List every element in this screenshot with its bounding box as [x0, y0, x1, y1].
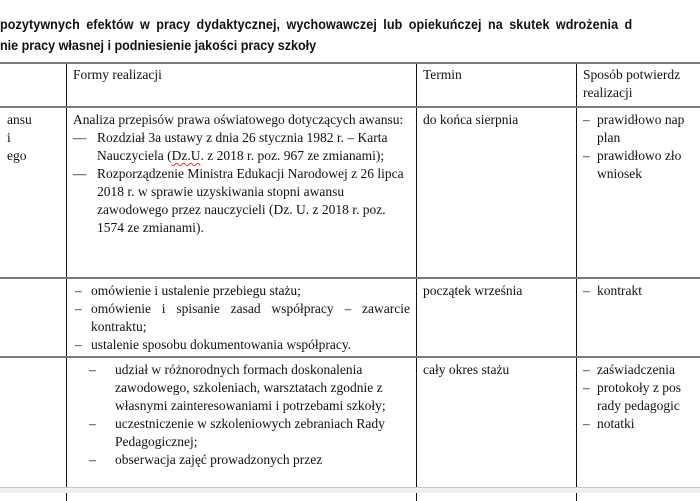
list-item: – prawidłowo nap plan	[583, 111, 700, 147]
heading-line-1: pozytywnych efektów w pracy dydaktycznej, wychowawczej lub opiekuńczej na skutek wdrożenia d	[0, 17, 632, 32]
heading-line-2: nie pracy własnej i podniesienie jakości pracy szkoły	[0, 35, 700, 56]
page-bottom-edge	[0, 487, 700, 493]
development-plan-table	[0, 62, 700, 501]
table-row	[0, 278, 700, 357]
list-item: – uczestniczenie w szkoleniowych zebraniach Rady Pedagogicznej;	[73, 415, 410, 451]
list-item: – obserwacja zajęć prowadzonych przez	[73, 451, 410, 469]
forms-cell	[67, 278, 417, 357]
table-header-row	[0, 63, 700, 107]
header-term: Termin	[417, 63, 577, 107]
list-item: – zaświadczenia	[583, 361, 700, 379]
task-text: ego	[0, 147, 58, 165]
term-cell: do końca sierpnia	[417, 107, 577, 278]
list-item: – omówienie i spisanie zasad współpracy – zawarcie kontraktu;	[73, 300, 410, 336]
task-text	[0, 413, 58, 431]
confirmation-list	[583, 111, 700, 183]
confirmation-list	[583, 361, 700, 433]
list-item: – notatki	[583, 415, 700, 433]
table-row	[0, 357, 700, 501]
task-text	[0, 377, 58, 395]
table-row	[0, 107, 700, 278]
task-cell	[0, 357, 67, 501]
header-confirmation	[577, 63, 700, 107]
term-cell: cały okres stażu	[417, 357, 577, 501]
confirmation-list	[583, 282, 700, 300]
confirmation-cell	[577, 107, 700, 278]
forms-list	[73, 361, 410, 469]
task-text	[0, 395, 58, 413]
forms-intro: Analiza przepisów prawa oświatowego dotyczących awansu:	[73, 111, 410, 129]
spellcheck-marked-text: Dz.U	[172, 148, 201, 163]
term-cell: początek września	[417, 278, 577, 357]
forms-cell	[67, 357, 417, 501]
task-text: ansu	[0, 111, 58, 129]
task-text: i	[0, 129, 58, 147]
confirmation-cell	[577, 357, 700, 501]
header-confirmation-line-2: realizacji	[583, 84, 700, 102]
confirmation-cell	[577, 278, 700, 357]
header-task	[0, 63, 67, 107]
legal-acts-list	[73, 129, 410, 237]
task-cell	[0, 278, 67, 357]
section-heading	[0, 14, 700, 56]
list-item: – udział w różnorodnych formach doskonalenia zawodowego, szkoleniach, warsztatach zgodnie z własnymi zainteresowaniami i potrzebami szkoły;	[73, 361, 410, 415]
list-item: – omówienie i ustalenie przebiegu stażu;	[73, 282, 410, 300]
list-item: – protokoły z pos rady pedagogic	[583, 379, 700, 415]
list-item: — Rozporządzenie Ministra Edukacji Narodowej z 26 lipca 2018 r. w sprawie uzyskiwania stopni awansu zawodowego przez nauczycieli (Dz. U. z 2018 r. poz. 1574 ze zmianami).	[73, 165, 410, 237]
forms-list	[73, 282, 410, 354]
header-confirmation-line-1: Sposób potwierdz	[583, 66, 700, 84]
list-item: — Rozdział 3a ustawy z dnia 26 stycznia 1982 r. – Karta Nauczyciela (Dz.U. z 2018 r. poz. 967 ze zmianami);	[73, 129, 410, 165]
task-cell	[0, 107, 67, 278]
forms-cell	[67, 107, 417, 278]
list-item: – ustalenie sposobu dokumentowania współpracy.	[73, 336, 410, 354]
header-forms: Formy realizacji	[67, 63, 417, 107]
list-item: – prawidłowo zło wniosek	[583, 147, 700, 183]
list-item: – kontrakt	[583, 282, 700, 300]
